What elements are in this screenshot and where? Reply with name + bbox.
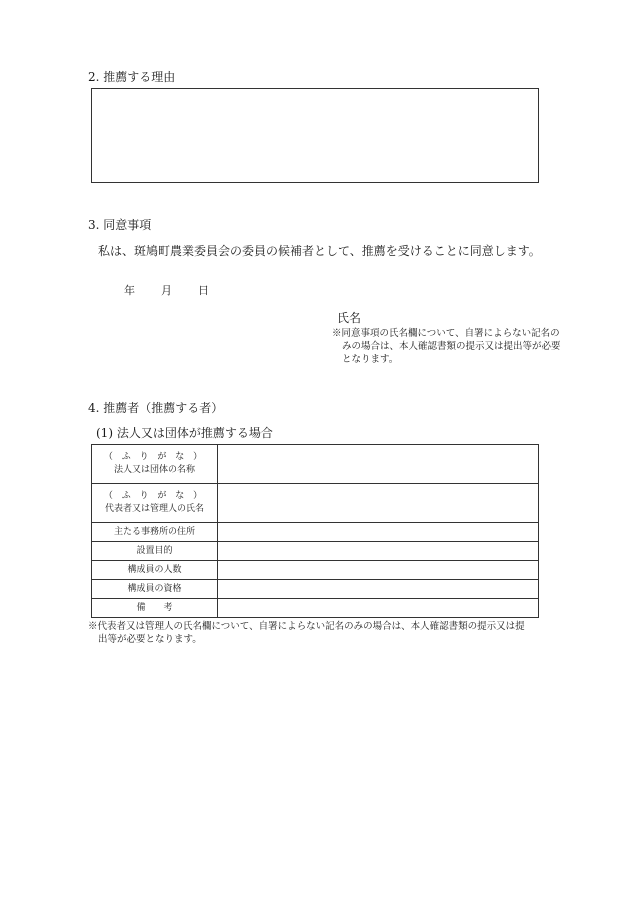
remarks-field[interactable] [218, 599, 539, 618]
date-month-label: 月 [161, 284, 172, 297]
table-row [92, 580, 539, 599]
purpose-field[interactable] [218, 542, 539, 561]
table-row [92, 523, 539, 542]
table-row [92, 542, 539, 561]
row-label [92, 445, 218, 484]
kana-label: （ ふ り が な ） [103, 491, 206, 501]
section4-heading: 4. 推薦者（推薦する者） [88, 401, 224, 415]
consent-note-line: となります。 [342, 354, 399, 365]
representative-note-line: ※代表者又は管理人の氏名欄について、自署によらない記名のみの場合は、本人確認書類の提示又は提 [88, 621, 525, 632]
office-address-field[interactable] [218, 523, 539, 542]
section4-subheading: (1) 法人又は団体が推薦する場合 [96, 426, 273, 440]
organization-name-field[interactable] [218, 445, 539, 484]
member-count-field[interactable] [218, 561, 539, 580]
field-label: 法人又は団体の名称 [113, 465, 195, 475]
section3-heading: 3. 同意事項 [88, 218, 152, 232]
field-label: 構成員の人数 [92, 561, 218, 580]
representative-note [88, 620, 525, 646]
field-label: 代表者又は管理人の氏名 [104, 504, 204, 514]
consent-statement: 私は、斑鳩町農業委員会の委員の候補者として、推薦を受けることに同意します。 [98, 244, 541, 258]
field-label: 主たる事務所の住所 [92, 523, 218, 542]
signature-name-label: 氏名 [337, 311, 362, 325]
field-label: 設置目的 [92, 542, 218, 561]
table-row [92, 484, 539, 523]
kana-label: （ ふ り が な ） [103, 452, 206, 462]
section2-heading: 2. 推薦する理由 [88, 70, 176, 84]
field-label: 構成員の資格 [92, 580, 218, 599]
representative-note-line: 出等が必要となります。 [98, 634, 202, 645]
member-qualification-field[interactable] [218, 580, 539, 599]
table-row [92, 599, 539, 618]
representative-name-field[interactable] [218, 484, 539, 523]
date-day-label: 日 [198, 284, 209, 297]
consent-note-line: みの場合は、本人確認書類の提示又は提出等が必要 [342, 341, 561, 352]
row-label [92, 484, 218, 523]
reason-input-box[interactable] [91, 88, 539, 183]
field-label: 備 考 [92, 599, 218, 618]
table-row [92, 445, 539, 484]
table-row [92, 561, 539, 580]
date-year-label: 年 [124, 284, 135, 297]
recommender-table [91, 444, 539, 618]
consent-note [332, 327, 561, 366]
consent-note-line: ※同意事項の氏名欄について、自署によらない記名の [332, 328, 560, 339]
